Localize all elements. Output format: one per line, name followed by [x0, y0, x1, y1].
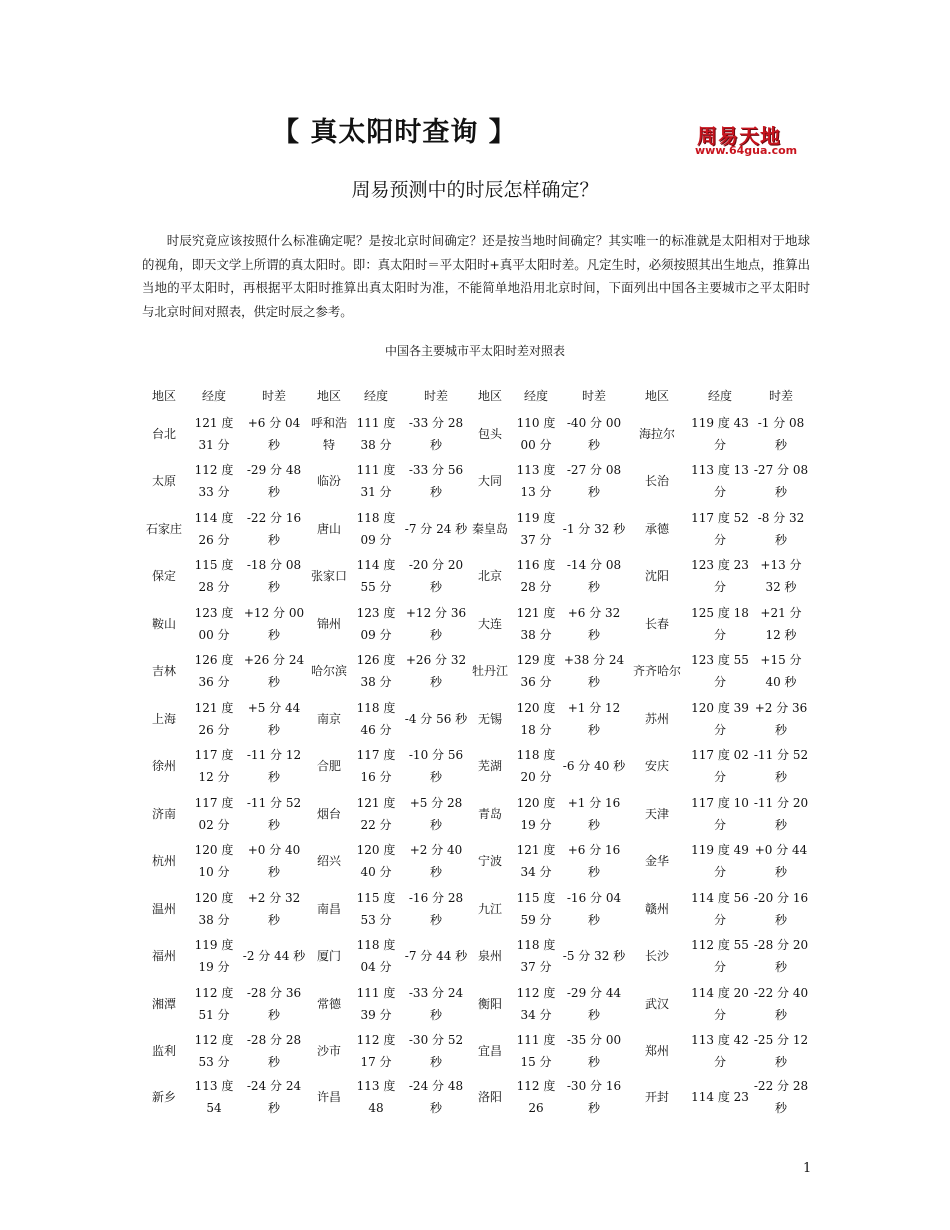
time-diff-cell: -14 分 08 秒	[566, 558, 622, 595]
region-cell: 上海	[151, 711, 176, 726]
region-cell: 芜湖	[477, 759, 502, 774]
region-cell: 太原	[151, 474, 176, 489]
region-cell: 吉林	[151, 664, 176, 679]
longitude-cell: 111 度 38 分	[356, 415, 396, 452]
longitude-cell: 114 度 56 分	[691, 890, 749, 927]
table-row	[140, 838, 810, 886]
time-diff-cell: -4 分 56 秒	[404, 711, 468, 726]
longitude-cell: 112 度 55 分	[691, 938, 749, 975]
longitude-cell: 111 度 15 分	[516, 1033, 556, 1070]
region-cell: 金华	[644, 854, 669, 869]
region-cell: 台北	[151, 426, 176, 441]
time-diff-cell: -16 分 28 秒	[408, 890, 464, 927]
time-diff-cell: -11 分 52 秒	[753, 748, 809, 785]
time-diff-cell: -33 分 56 秒	[408, 463, 464, 500]
longitude-cell: 113 度 42 分	[691, 1033, 749, 1070]
longitude-cell: 113 度 54	[194, 1079, 234, 1115]
column-header: 地区	[644, 389, 669, 403]
longitude-cell: 117 度 02 分	[194, 795, 234, 832]
region-cell: 沈阳	[644, 569, 669, 584]
longitude-cell: 119 度 43 分	[691, 415, 749, 452]
longitude-cell: 126 度 38 分	[356, 653, 396, 690]
column-header: 时差	[261, 389, 286, 403]
region-cell: 大同	[477, 474, 502, 489]
longitude-cell: 117 度 52 分	[691, 510, 749, 547]
region-cell: 长治	[644, 474, 669, 489]
time-diff-cell: -24 分 24 秒	[246, 1079, 302, 1115]
region-cell: 秦皇岛	[471, 521, 508, 536]
region-cell: 苏州	[644, 711, 669, 726]
longitude-cell: 114 度 20 分	[691, 985, 749, 1022]
time-diff-cell: -29 分 48 秒	[246, 463, 302, 500]
region-cell: 济南	[151, 806, 176, 821]
longitude-cell: 120 度 18 分	[516, 700, 556, 737]
region-cell: 锦州	[316, 616, 341, 631]
region-cell: 宜昌	[477, 1044, 502, 1059]
longitude-cell: 120 度 10 分	[194, 843, 234, 880]
region-cell: 烟台	[316, 806, 341, 821]
longitude-cell: 113 度 48	[356, 1079, 396, 1115]
page-title: 【 真太阳时查询 】	[272, 117, 517, 148]
region-cell: 开封	[644, 1090, 669, 1104]
time-diff-cell: -28 分 36 秒	[246, 985, 302, 1022]
column-header: 时差	[768, 389, 793, 403]
time-diff-cell: -28 分 28 秒	[246, 1033, 302, 1070]
longitude-cell: 123 度 00 分	[194, 605, 234, 642]
time-diff-cell: -10 分 56 秒	[408, 748, 464, 785]
longitude-cell: 117 度 12 分	[194, 748, 234, 785]
longitude-cell: 112 度 26	[516, 1079, 556, 1115]
time-diff-cell: -20 分 16 秒	[753, 890, 809, 927]
time-diff-cell: -11 分 20 秒	[753, 795, 809, 832]
column-header: 地区	[316, 389, 341, 403]
table-row	[140, 695, 810, 743]
longitude-cell: 112 度 34 分	[516, 985, 556, 1022]
longitude-cell: 118 度 46 分	[356, 700, 396, 737]
time-diff-cell: -22 分 40 秒	[753, 985, 809, 1022]
column-header: 时差	[423, 389, 448, 403]
region-cell: 牡丹江	[471, 664, 508, 679]
region-cell: 临汾	[316, 474, 341, 489]
time-diff-cell: -28 分 20 秒	[753, 938, 809, 975]
page-number: 1	[803, 1161, 812, 1176]
time-diff-cell: -22 分 16 秒	[246, 510, 302, 547]
region-cell: 衡阳	[477, 996, 502, 1011]
time-diff-cell: +2 分 32 秒	[247, 890, 301, 927]
region-cell: 承德	[644, 521, 669, 536]
longitude-cell: 123 度 23 分	[691, 558, 749, 595]
region-cell: 宁波	[477, 854, 502, 869]
time-diff-cell: -27 分 08 秒	[566, 463, 622, 500]
column-header: 时差	[581, 389, 606, 403]
region-cell: 沙市	[316, 1044, 341, 1059]
region-cell: 天津	[644, 806, 669, 821]
time-diff-cell: +1 分 16 秒	[567, 795, 621, 832]
region-cell: 海拉尔	[638, 426, 675, 441]
region-cell: 福州	[151, 949, 176, 964]
time-diff-cell: -33 分 24 秒	[408, 985, 464, 1022]
longitude-cell: 125 度 18 分	[691, 605, 749, 642]
region-cell: 温州	[151, 901, 176, 916]
time-difference-table	[140, 382, 810, 1119]
time-diff-cell: -40 分 00 秒	[566, 415, 622, 452]
longitude-cell: 117 度 16 分	[356, 748, 396, 785]
time-diff-cell: +26 分 24 秒	[243, 653, 305, 690]
longitude-cell: 120 度 38 分	[194, 890, 234, 927]
region-cell: 安庆	[644, 759, 669, 774]
time-diff-cell: +6 分 32 秒	[567, 605, 621, 642]
time-diff-cell: +6 分 04 秒	[247, 415, 301, 452]
column-header: 地区	[477, 389, 502, 403]
region-cell: 北京	[477, 569, 502, 584]
column-header: 经度	[363, 389, 388, 403]
time-diff-cell: +13 分 32 秒	[760, 558, 802, 595]
longitude-cell: 121 度 31 分	[194, 415, 234, 452]
time-diff-cell: +0 分 44 秒	[754, 843, 808, 880]
region-cell: 许昌	[316, 1090, 341, 1104]
time-diff-cell: -1 分 32 秒	[562, 521, 626, 536]
longitude-cell: 114 度 23	[691, 1090, 749, 1104]
longitude-cell: 115 度 53 分	[356, 890, 396, 927]
region-cell: 洛阳	[477, 1090, 502, 1104]
longitude-cell: 117 度 02 分	[691, 748, 749, 785]
region-cell: 九江	[477, 901, 502, 916]
time-diff-cell: +5 分 44 秒	[247, 700, 301, 737]
region-cell: 泉州	[477, 949, 502, 964]
longitude-cell: 116 度 28 分	[516, 558, 556, 595]
time-diff-cell: -30 分 16 秒	[566, 1079, 622, 1115]
longitude-cell: 111 度 31 分	[356, 463, 396, 500]
time-diff-cell: -33 分 28 秒	[408, 415, 464, 452]
time-diff-cell: -6 分 40 秒	[562, 759, 626, 774]
longitude-cell: 112 度 51 分	[194, 985, 234, 1022]
time-diff-cell: +2 分 40 秒	[409, 843, 463, 880]
region-cell: 湘潭	[151, 996, 176, 1011]
region-cell: 张家口	[310, 569, 347, 584]
longitude-cell: 113 度 13 分	[691, 463, 749, 500]
time-diff-cell: +21 分 12 秒	[760, 605, 802, 642]
column-header: 经度	[523, 389, 548, 403]
site-logo	[695, 120, 803, 162]
time-diff-cell: -35 分 00 秒	[566, 1033, 622, 1070]
region-cell: 呼和浩特	[310, 415, 347, 452]
time-diff-cell: -7 分 24 秒	[404, 521, 468, 536]
region-cell: 长沙	[644, 949, 669, 964]
logo-url: www.64gua.com	[695, 144, 798, 157]
longitude-cell: 112 度 53 分	[194, 1033, 234, 1070]
table-row	[140, 410, 810, 458]
time-diff-cell: +1 分 12 秒	[567, 700, 621, 737]
time-diff-cell: -22 分 28 秒	[753, 1079, 809, 1115]
longitude-cell: 121 度 22 分	[356, 795, 396, 832]
table-row	[140, 1028, 810, 1076]
region-cell: 徐州	[151, 759, 176, 774]
longitude-cell: 118 度 04 分	[356, 938, 396, 975]
table-row	[140, 458, 810, 506]
column-header: 经度	[201, 389, 226, 403]
table-row	[140, 980, 810, 1028]
region-cell: 青岛	[477, 806, 502, 821]
time-diff-cell: -30 分 52 秒	[408, 1033, 464, 1070]
longitude-cell: 120 度 39 分	[691, 700, 749, 737]
longitude-cell: 129 度 36 分	[516, 653, 556, 690]
longitude-cell: 120 度 19 分	[516, 795, 556, 832]
longitude-cell: 114 度 55 分	[356, 558, 396, 595]
region-cell: 无锡	[477, 711, 502, 726]
longitude-cell: 118 度 20 分	[516, 748, 556, 785]
time-diff-cell: +2 分 36 秒	[754, 700, 808, 737]
longitude-cell: 115 度 28 分	[194, 558, 234, 595]
longitude-cell: 112 度 33 分	[194, 463, 234, 500]
region-cell: 大连	[477, 616, 502, 631]
longitude-cell: 111 度 39 分	[356, 985, 396, 1022]
subtitle: 周易预测中的时辰怎样确定？	[351, 179, 599, 201]
longitude-cell: 121 度 38 分	[516, 605, 556, 642]
region-cell: 唐山	[316, 521, 341, 536]
time-diff-cell: -11 分 12 秒	[246, 748, 302, 785]
region-cell: 鞍山	[151, 616, 176, 631]
column-header: 地区	[151, 389, 176, 403]
longitude-cell: 118 度 37 分	[516, 938, 556, 975]
table-row	[140, 933, 810, 981]
table-caption: 中国各主要城市平太阳时差对照表	[384, 344, 565, 358]
table-header-row	[140, 382, 810, 410]
time-diff-cell: -2 分 44 秒	[242, 949, 306, 964]
time-diff-cell: -25 分 12 秒	[753, 1033, 809, 1070]
region-cell: 常德	[316, 996, 341, 1011]
region-cell: 新乡	[151, 1090, 176, 1104]
logo-name: 周易天地	[697, 124, 781, 148]
time-diff-cell: +0 分 40 秒	[247, 843, 301, 880]
table-row	[140, 505, 810, 553]
table-row	[140, 600, 810, 648]
time-diff-cell: -11 分 52 秒	[246, 795, 302, 832]
column-header: 经度	[707, 389, 732, 403]
region-cell: 长春	[644, 616, 669, 631]
region-cell: 武汉	[644, 996, 669, 1011]
longitude-cell: 117 度 10 分	[691, 795, 749, 832]
longitude-cell: 112 度 17 分	[356, 1033, 396, 1070]
time-diff-cell: -8 分 32 秒	[757, 510, 805, 547]
time-diff-cell: -7 分 44 秒	[404, 949, 468, 964]
longitude-cell: 119 度 19 分	[194, 938, 234, 975]
table-row	[140, 743, 810, 791]
longitude-cell: 123 度 55 分	[691, 653, 749, 690]
time-diff-cell: -29 分 44 秒	[566, 985, 622, 1022]
time-diff-cell: +6 分 16 秒	[567, 843, 621, 880]
time-diff-cell: -18 分 08 秒	[246, 558, 302, 595]
longitude-cell: 114 度 26 分	[194, 510, 234, 547]
region-cell: 保定	[151, 569, 176, 584]
longitude-cell: 118 度 09 分	[356, 510, 396, 547]
time-diff-cell: +15 分 40 秒	[760, 653, 802, 690]
region-cell: 厦门	[316, 949, 341, 964]
longitude-cell: 123 度 09 分	[356, 605, 396, 642]
time-diff-cell: -1 分 08 秒	[757, 415, 805, 452]
longitude-cell: 119 度 37 分	[516, 510, 556, 547]
time-diff-cell: -27 分 08 秒	[753, 463, 809, 500]
time-diff-cell: +26 分 32 秒	[405, 653, 467, 690]
table-row	[140, 648, 810, 696]
longitude-cell: 115 度 59 分	[516, 890, 556, 927]
time-diff-cell: -5 分 32 秒	[562, 949, 626, 964]
time-diff-cell: +5 分 28 秒	[409, 795, 463, 832]
table-row	[140, 790, 810, 838]
region-cell: 石家庄	[145, 521, 182, 536]
region-cell: 郑州	[644, 1044, 669, 1059]
time-diff-cell: -16 分 04 秒	[566, 890, 622, 927]
time-diff-cell: -20 分 20 秒	[408, 558, 464, 595]
intro-paragraph: 时辰究竟应该按照什么标准确定呢？是按北京时间确定？还是按当地时间确定？其实唯一的标准就是太阳相对于地球的视角，即天文学上所谓的真太阳时。即：真太阳时＝平太阳时+真平太阳时差。凡定生时，必须按照其出生地点，推算出当地的平太阳时，再根据平太阳时推算出真太阳时为准，不能简单地沿用北京时间，下面列出中国各主要城市之平太阳时与北京时间对照表，供定时辰之参考。	[142, 233, 810, 319]
time-diff-cell: -24 分 48 秒	[408, 1079, 464, 1115]
longitude-cell: 126 度 36 分	[194, 653, 234, 690]
region-cell: 监利	[151, 1044, 176, 1059]
longitude-cell: 121 度 34 分	[516, 843, 556, 880]
table-row	[140, 885, 810, 933]
region-cell: 哈尔滨	[310, 664, 347, 679]
region-cell: 赣州	[644, 901, 669, 916]
region-cell: 南京	[316, 711, 341, 726]
region-cell: 南昌	[316, 901, 341, 916]
table-row	[140, 553, 810, 601]
time-diff-cell: +12 分 36 秒	[405, 605, 467, 642]
longitude-cell: 119 度 49 分	[691, 843, 749, 880]
longitude-cell: 120 度 40 分	[356, 843, 396, 880]
longitude-cell: 121 度 26 分	[194, 700, 234, 737]
region-cell: 绍兴	[316, 854, 341, 869]
longitude-cell: 110 度 00 分	[516, 415, 556, 452]
region-cell: 杭州	[151, 854, 176, 869]
time-diff-cell: +12 分 00 秒	[243, 605, 305, 642]
table-row	[140, 1075, 810, 1119]
region-cell: 齐齐哈尔	[632, 664, 681, 679]
time-diff-cell: +38 分 24 秒	[563, 653, 625, 690]
region-cell: 包头	[477, 426, 502, 441]
region-cell: 合肥	[316, 759, 341, 774]
longitude-cell: 113 度 13 分	[516, 463, 556, 500]
